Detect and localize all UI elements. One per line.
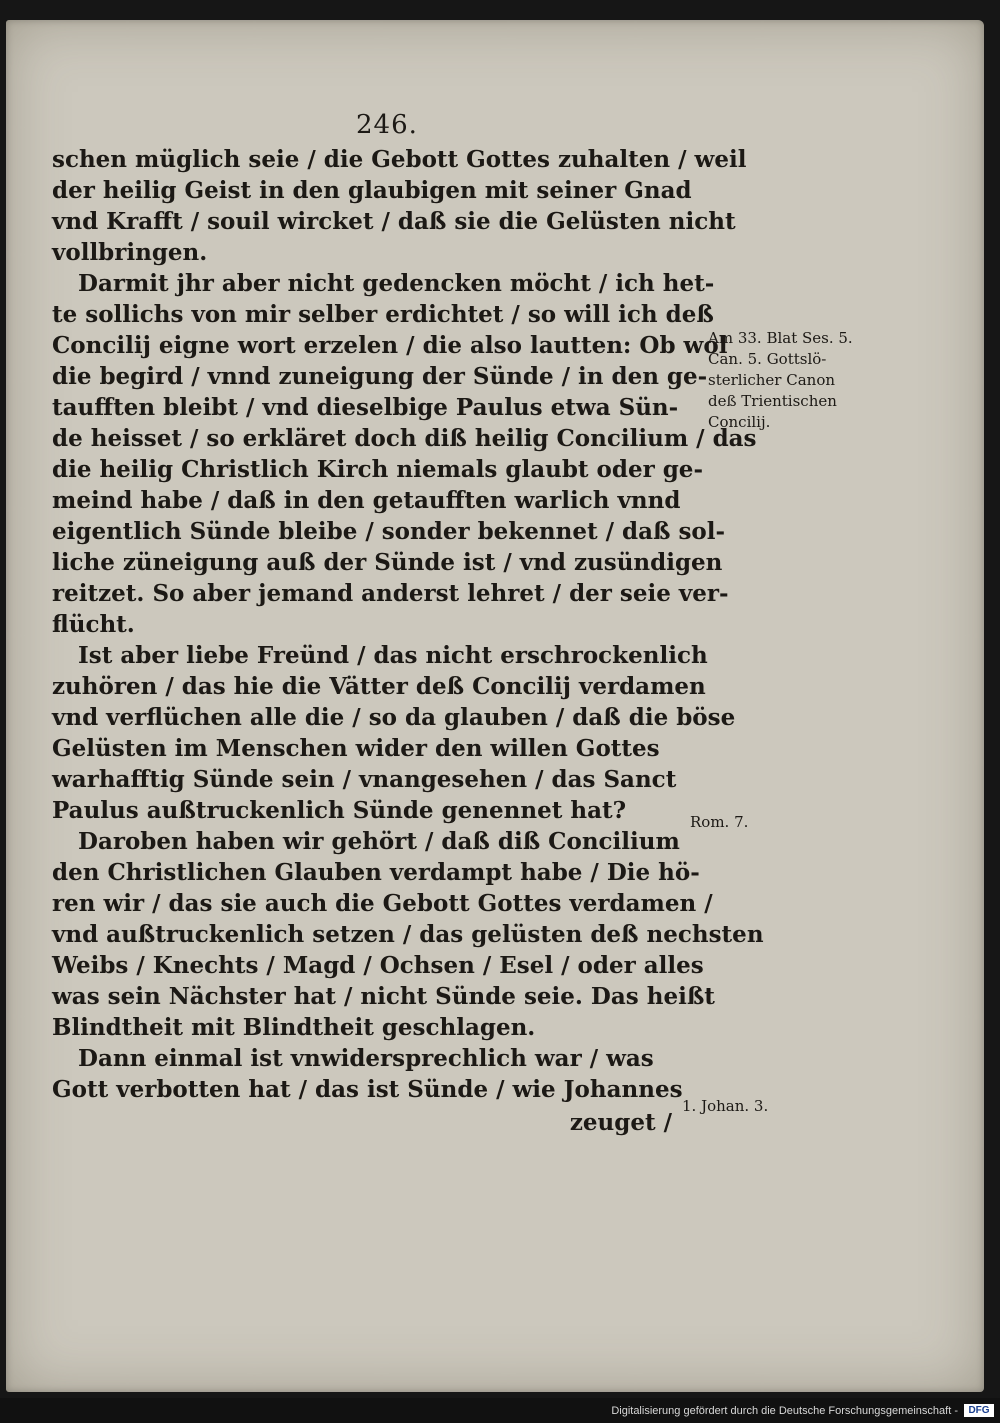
text-line: de heisset / so erkläret doch diß heilig Concilium / das [52, 425, 757, 452]
text-line: was sein Nächster hat / nicht Sünde seie. Das heißt [52, 983, 715, 1010]
text-line: Weibs / Knechts / Magd / Ochsen / Esel / oder alles [52, 952, 704, 979]
text-line: ren wir / das sie auch die Gebott Gottes verdamen / [52, 890, 713, 917]
footer-bar [0, 1398, 1000, 1423]
text-line: flücht. [52, 611, 135, 638]
dfg-logo: DFG [964, 1404, 994, 1417]
text-line: vnd verflüchen alle die / so da glauben / daß die böse [52, 704, 736, 731]
text-line: Paulus außtruckenlich Sünde genennet hat? [52, 797, 627, 824]
text-line: reitzet. So aber jemand anderst lehret / der seie ver- [52, 580, 729, 607]
text-line: liche züneigung auß der Sünde ist / vnd zusündigen [52, 549, 723, 576]
text-line: Gelüsten im Menschen wider den willen Gottes [52, 735, 660, 762]
catchword: zeuget / [569, 1109, 672, 1136]
text-line: Blindtheit mit Blindtheit geschlagen. [52, 1014, 536, 1041]
margin-note: deß Trientischen [708, 392, 837, 410]
page-number: 246. [356, 110, 418, 140]
text-line: vnd Krafft / souil wircket / daß sie die Gelüsten nicht [52, 208, 736, 235]
text-line: den Christlichen Glauben verdampt habe / Die hö- [52, 859, 700, 886]
text-line: der heilig Geist in den glaubigen mit seiner Gnad [52, 177, 692, 204]
text-line: te sollichs von mir selber erdichtet / so will ich deß [52, 301, 714, 328]
text-line: die heilig Christlich Kirch niemals glaubt oder ge- [52, 456, 703, 483]
text-line: Daroben haben wir gehört / daß diß Concilium [78, 828, 680, 855]
margin-note: Rom. 7. [690, 813, 749, 831]
text-line: warhafftig Sünde sein / vnangesehen / das Sanct [52, 766, 677, 793]
text-line: schen müglich seie / die Gebott Gottes zuhalten / weil [52, 146, 747, 173]
text-line: meind habe / daß in den getaufften warlich vnnd [52, 487, 681, 514]
text-line: taufften bleibt / vnd dieselbige Paulus etwa Sün- [52, 394, 679, 421]
text-line: Concilij eigne wort erzelen / die also lautten: Ob wol [52, 332, 728, 359]
text-line: Ist aber liebe Freünd / das nicht erschrockenlich [78, 642, 708, 669]
text-line: Darmit jhr aber nicht gedencken möcht / ich het- [78, 270, 715, 297]
text-line: zuhören / das hie die Vätter deß Concilij verdamen [52, 673, 706, 700]
margin-note: 1. Johan. 3. [682, 1097, 769, 1115]
text-line: eigentlich Sünde bleibe / sonder bekennet / daß sol- [52, 518, 726, 545]
funding-notice: Digitalisierung gefördert durch die Deutsche Forschungsgemeinschaft - [611, 1405, 958, 1417]
text-line: Gott verbotten hat / das ist Sünde / wie Johannes [52, 1076, 683, 1103]
scanned-page [6, 20, 984, 1392]
margin-note: Am 33. Blat Ses. 5. [708, 329, 853, 347]
text-line: vnd außtruckenlich setzen / das gelüsten deß nechsten [52, 921, 764, 948]
margin-note: Can. 5. Gottslö- [708, 350, 827, 368]
text-line: Dann einmal ist vnwidersprechlich war / was [78, 1045, 654, 1072]
text-line: vollbringen. [52, 239, 208, 266]
margin-note: sterlicher Canon [708, 371, 836, 389]
text-line: die begird / vnnd zuneigung der Sünde / in den ge- [52, 363, 708, 390]
margin-note: Concilij. [708, 413, 771, 431]
